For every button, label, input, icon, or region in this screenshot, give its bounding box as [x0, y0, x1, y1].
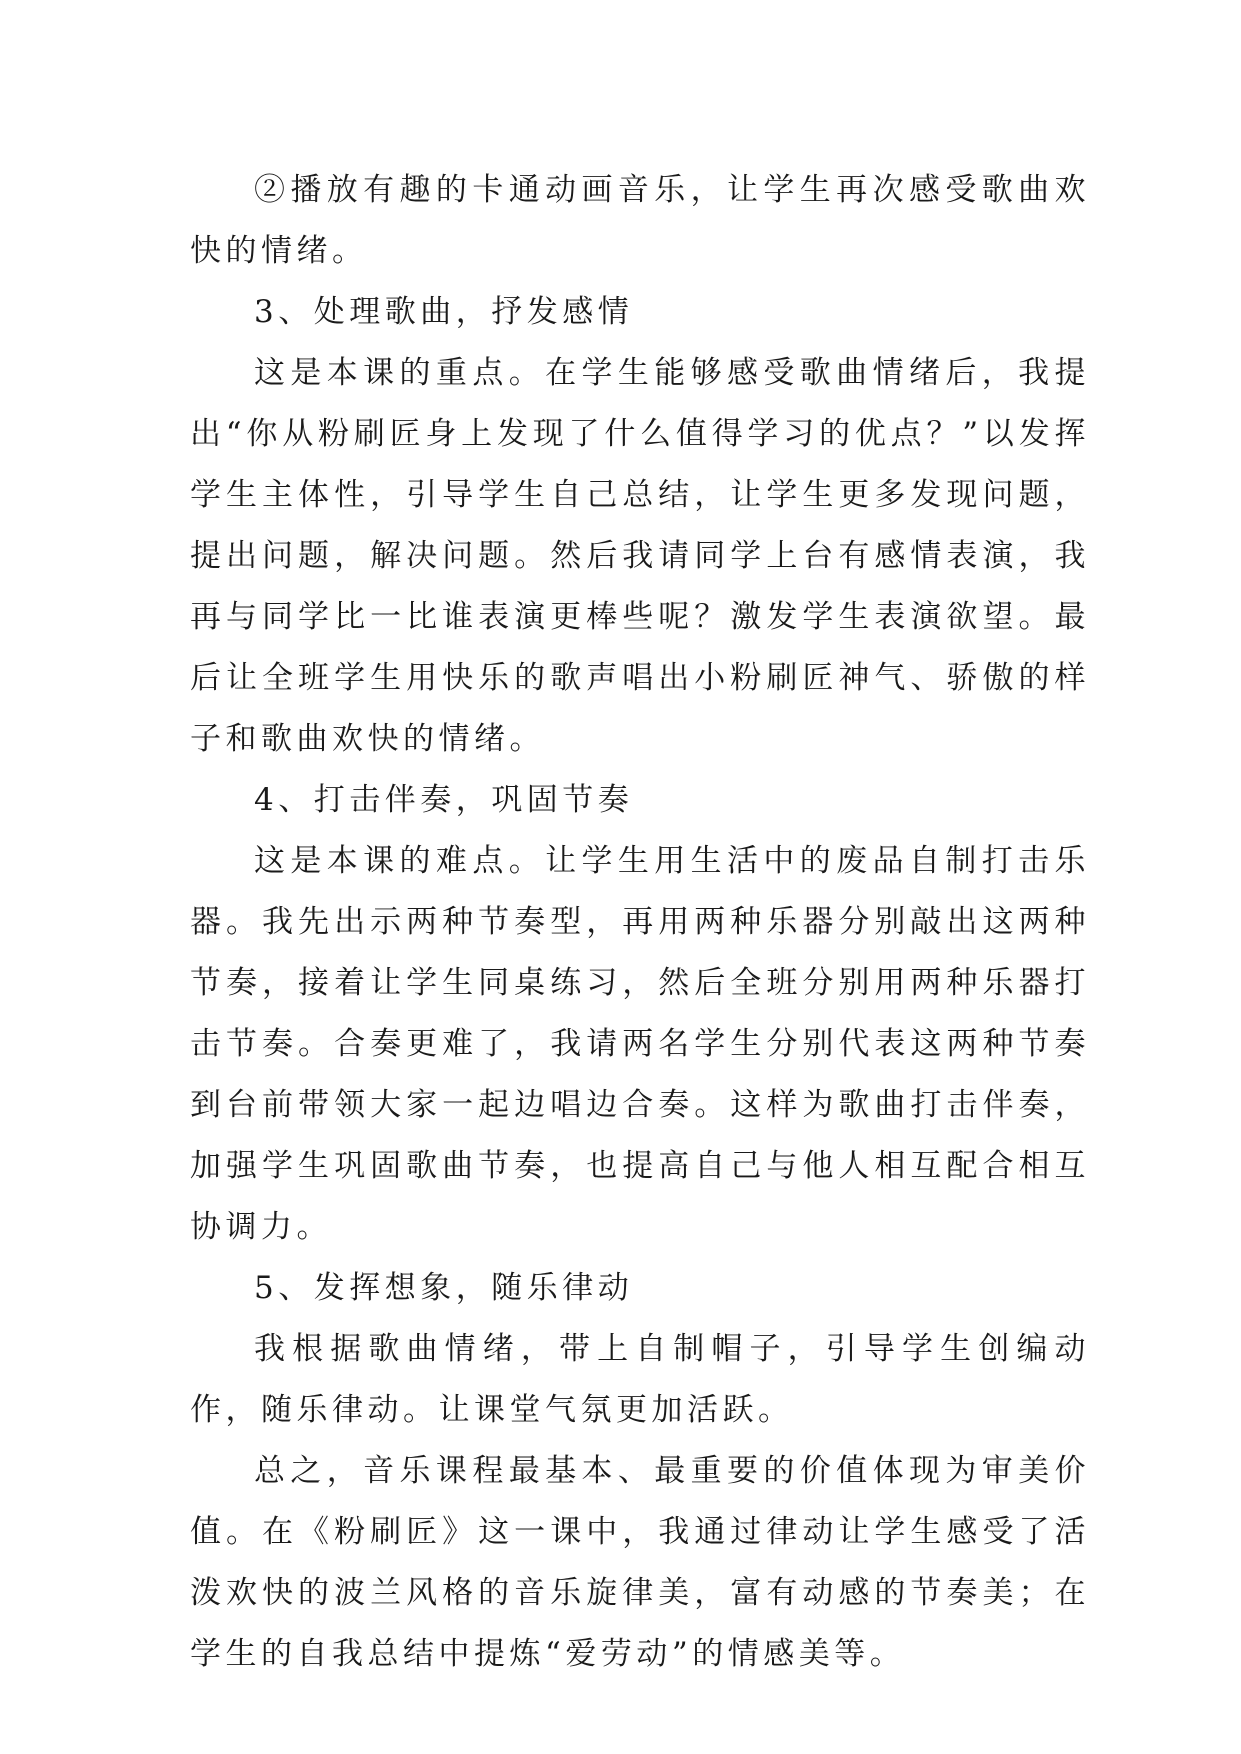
- paragraph-conclusion: 总之，音乐课程最基本、最重要的价值体现为审美价值。在《粉刷匠》这一课中，我通过律动让学生感受了活泼欢快的波兰风格的音乐旋律美，富有动感的节奏美；在学生的自我总结中提炼“爱劳动”的情感美等。: [190, 1453, 1090, 1672]
- paragraph-self-made-hat: 我根据歌曲情绪，带上自制帽子，引导学生创编动作，随乐律动。让课堂气氛更加活跃。: [190, 1331, 1090, 1428]
- paragraph-play-cartoon-music: ②播放有趣的卡通动画音乐，让学生再次感受歌曲欢快的情绪。: [190, 172, 1090, 269]
- paragraph-lesson-focus: 这是本课的重点。在学生能够感受歌曲情绪后，我提出“你从粉刷匠身上发现了什么值得学习的优点？”以发挥学生主体性，引导学生自己总结，让学生更多发现问题，提出问题，解决问题。然后我请同学上台有感情表演，我再与同学比一比谁表演更棒些呢？激发学生表演欲望。最后让全班学生用快乐的歌声唱出小粉刷匠神气、骄傲的样子和歌曲欢快的情绪。: [190, 355, 1090, 757]
- heading-process-song: 3、处理歌曲，抒发感情: [254, 294, 634, 330]
- paragraph-lesson-difficulty: 这是本课的难点。让学生用生活中的废品自制打击乐器。我先出示两种节奏型，再用两种乐器分别敲出这两种节奏，接着让学生同桌练习，然后全班分别用两种乐器打击节奏。合奏更难了，我请两名学生分别代表这两种节奏到台前带领大家一起边唱边合奏。这样为歌曲打击伴奏，加强学生巩固歌曲节奏，也提高自己与他人相互配合相互协调力。: [190, 843, 1090, 1245]
- document-body: [190, 160, 1090, 1685]
- heading-percussion-accompaniment: 4、打击伴奏，巩固节奏: [254, 782, 634, 818]
- heading-imagination-movement: 5、发挥想象，随乐律动: [254, 1270, 634, 1306]
